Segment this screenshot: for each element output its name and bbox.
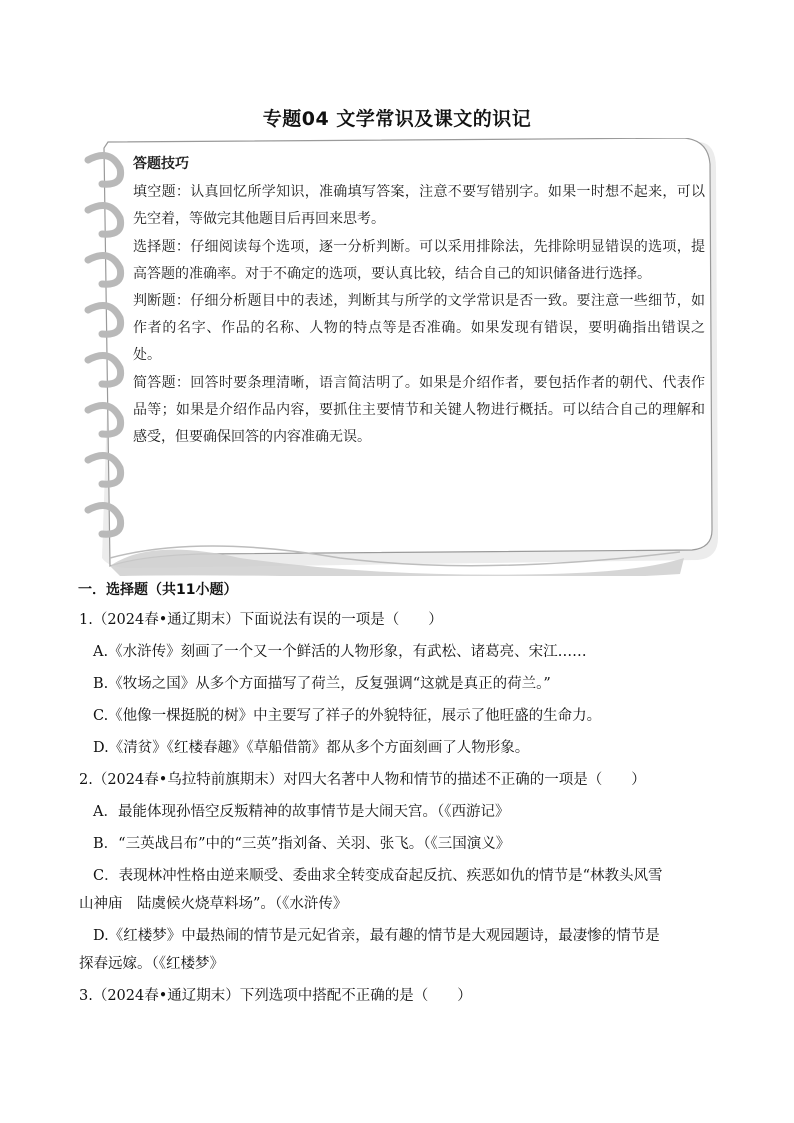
question-option: D.《清贫》《红楼春趣》《草船借箭》都从多个方面刻画了人物形象。: [93, 740, 530, 756]
question-stem: 3.（2024春•通辽期末）下列选项中搭配不正确的是（ ）: [79, 988, 472, 1004]
question-option: A.《水浒传》刻画了一个又一个鲜活的人物形象，有武松、诸葛亮、宋江……: [93, 644, 587, 660]
question-option: C．表现林冲性格由逆来顺受、委曲求全转变成奋起反抗、疾恶如仇的情节是“林教头风雪: [93, 868, 663, 884]
tips-content: [133, 151, 705, 451]
question-option: C.《他像一棵挺脱的树》中主要写了祥子的外貌特征，展示了他旺盛的生命力。: [93, 708, 602, 724]
question-option: B．“三英战吕布”中的“三英”指刘备、关羽、张飞。（《三国演义》: [93, 836, 511, 852]
tips-paragraph-judgement: 判断题：仔细分析题目中的表述，判断其与所学的文学常识是否一致。要注意一些细节，如作者的名字、作品的名称、人物的特点等是否准确。如果发现有错误，要明确指出错误之处。: [133, 293, 705, 364]
question-stem: 2.（2024春•乌拉特前旗期末）对四大名著中人物和情节的描述不正确的一项是（ ）: [79, 772, 646, 788]
question-option-continuation: 探春远嫁。（《红楼梦》: [79, 956, 224, 972]
tips-paragraph-fill-blank: 填空题：认真回忆所学知识，准确填写答案，注意不要写错别字。如果一时想不起来，可以先空着，等做完其他题目后再回来思考。: [133, 184, 705, 228]
question-option: A．最能体现孙悟空反叛精神的故事情节是大闹天宫。（《西游记》: [93, 804, 510, 820]
tips-paragraph-short-answer: 简答题：回答时要条理清晰，语言简洁明了。如果是介绍作者，要包括作者的朝代、代表作品等；如果是介绍作品内容，要抓住主要情节和关键人物进行概括。可以结合自己的理解和感受，但要确保回答的内容准确无误。: [133, 374, 705, 446]
question-option: B.《牧场之国》从多个方面描写了荷兰，反复强调“这就是真正的荷兰。”: [93, 676, 551, 692]
tips-note-card: [80, 138, 722, 576]
question-stem: 1.（2024春•通辽期末）下面说法有误的一项是（ ）: [79, 612, 443, 628]
question-option: D.《红楼梦》中最热闹的情节是元妃省亲，最有趣的情节是大观园题诗，最凄惨的情节是: [93, 928, 660, 944]
tips-paragraph-choice: 选择题：仔细阅读每个选项，逐一分析判断。可以采用排除法，先排除明显错误的选项，提高答题的准确率。对于不确定的选项，要认真比较，结合自己的知识储备进行选择。: [133, 238, 705, 282]
question-option-continuation: 山神庙 陆虞候火烧草料场”。（《水浒传》: [79, 896, 348, 912]
section-heading: 一．选择题（共11小题）: [78, 582, 238, 598]
tips-heading: 答题技巧: [133, 156, 189, 172]
page-title: 专题04 文学常识及课文的识记: [262, 108, 532, 130]
